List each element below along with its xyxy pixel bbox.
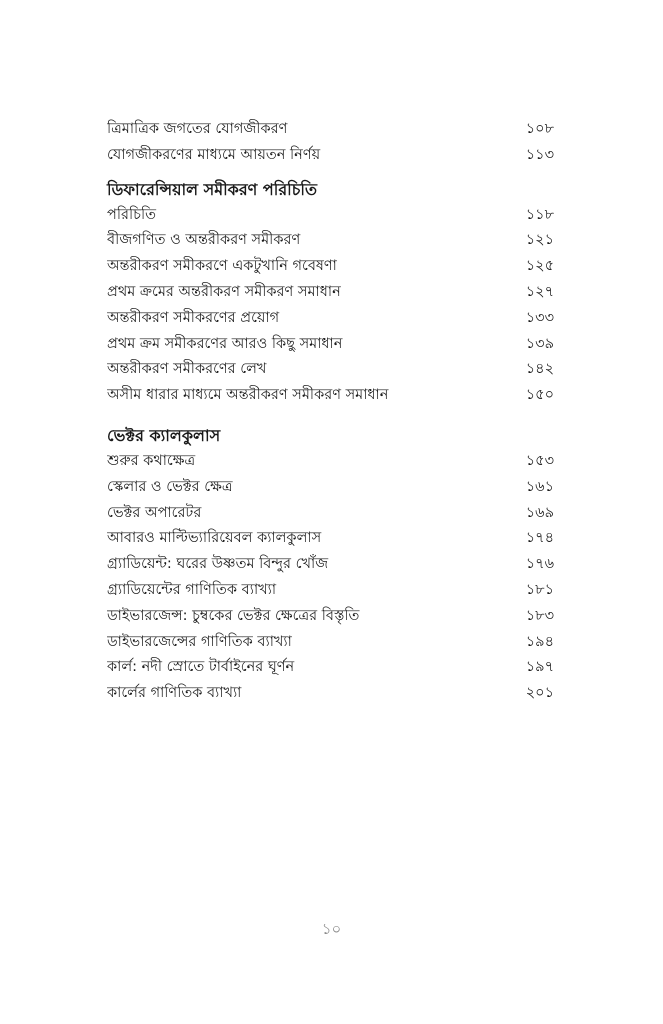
toc-entry-page: ১২৭ (525, 283, 554, 300)
toc-entry (107, 332, 554, 358)
toc-entry-page: ১১৮ (525, 206, 554, 223)
toc-entry-page: ১৮৩ (525, 607, 554, 624)
toc-entry-title: অসীম ধারার মাধ্যমে অন্তরীকরণ সমীকরণ সমাধান (107, 387, 389, 404)
toc-entry-page: ২০১ (525, 685, 554, 702)
toc-entry-title: যোগজীকরণের মাধ্যমে আয়তন নির্ণয় (107, 146, 321, 163)
toc-entry-page: ১৮১ (525, 581, 554, 598)
toc-entry (107, 501, 554, 527)
toc-entry-page: ১১৩ (525, 146, 554, 163)
toc-entry (107, 383, 554, 409)
toc-entry-page: ১৬১ (525, 478, 554, 495)
toc-entry-title: স্কেলার ও ভেক্টর ক্ষেত্র (107, 478, 233, 495)
toc-entry-page: ১৫৩ (525, 452, 554, 469)
toc-entry-page: ১০৮ (525, 121, 554, 137)
toc-entry-title: ডাইভারজেন্সের গাণিতিক ব্যাখ্যা (107, 633, 292, 650)
toc-entry-title: অন্তরীকরণ সমীকরণের লেখ (107, 361, 267, 378)
toc-entry (107, 630, 554, 656)
section-heading: ডিফারেন্সিয়াল সমীকরণ পরিচিতি (107, 179, 317, 199)
toc-entry (107, 604, 554, 630)
toc-entry-page: ১৭৪ (525, 530, 554, 547)
toc-entry-page: ১৬৯ (525, 504, 554, 521)
toc-entry (107, 552, 554, 578)
toc-entry-title: গ্র্যাডিয়েন্টের গাণিতিক ব্যাখ্যা (107, 581, 277, 598)
toc-entry-title: গ্র্যাডিয়েন্ট: ঘরের উষ্ণতম বিন্দুর খোঁজ (107, 556, 329, 573)
toc-entry (107, 254, 554, 280)
toc-entry-title: কার্লের গাণিতিক ব্যাখ্যা (107, 685, 242, 702)
toc-entry (107, 681, 554, 707)
toc-entry-title: ডাইভারজেন্স: চুম্বকের ভেক্টর ক্ষেত্রের বিস্তৃতি (107, 607, 360, 624)
toc-entry-title: আবারও মাল্টিভ্যারিয়েবল ক্যালকুলাস (107, 530, 322, 547)
toc-entry (107, 203, 554, 229)
page-number-footer: ১০ (321, 920, 342, 938)
toc-pre-items (107, 117, 554, 169)
toc-entry-page: ১৪২ (525, 361, 554, 378)
toc-entry (107, 228, 554, 254)
toc-entry-page: ১২১ (525, 232, 554, 249)
toc-entry-page: ১৩৯ (525, 335, 554, 352)
toc-entry-title: ত্রিমাত্রিক জগতের যোগজীকরণ (107, 121, 288, 137)
toc-entry-page: ১৯৪ (525, 633, 554, 650)
toc-entry (107, 117, 554, 143)
toc-entry-page: ১৯৭ (525, 659, 554, 676)
toc-entry (107, 143, 554, 169)
toc-entry-title: কার্ল: নদী স্রোতে টার্বাইনের ঘূর্ণন (107, 659, 295, 676)
table-of-contents (107, 117, 554, 707)
toc-entry (107, 578, 554, 604)
toc-entry (107, 280, 554, 306)
toc-entry-title: ভেক্টর অপারেটর (107, 504, 202, 521)
toc-entry-page: ১২৫ (525, 258, 554, 275)
toc-entry-page: ১৫০ (525, 387, 554, 404)
toc-entry (107, 357, 554, 383)
toc-entry (107, 475, 554, 501)
toc-entry-title: অন্তরীকরণ সমীকরণের প্রয়োগ (107, 309, 280, 326)
toc-entry-page: ১৭৬ (525, 556, 554, 573)
toc-entry (107, 655, 554, 681)
toc-entry (107, 449, 554, 475)
toc-entry-title: প্রথম ক্রম সমীকরণের আরও কিছু সমাধান (107, 335, 343, 352)
toc-entry (107, 306, 554, 332)
section-heading: ভেক্টর ক্যালকুলাস (107, 425, 221, 445)
toc-entry-title: বীজগণিত ও অন্তরীকরণ সমীকরণ (107, 232, 301, 249)
toc-entry-page: ১৩৩ (525, 309, 554, 326)
toc-entry-title: পরিচিতি (107, 206, 156, 223)
toc-section-differential-equations (107, 177, 554, 409)
toc-entry (107, 526, 554, 552)
toc-entry-title: অন্তরীকরণ সমীকরণে একটুখানি গবেষণা (107, 258, 337, 275)
toc-section-vector-calculus (107, 423, 554, 707)
toc-entry-title: প্রথম ক্রমের অন্তরীকরণ সমীকরণ সমাধান (107, 283, 341, 300)
toc-entry-title: শুরুর কথাক্ষেত্র (107, 452, 196, 469)
